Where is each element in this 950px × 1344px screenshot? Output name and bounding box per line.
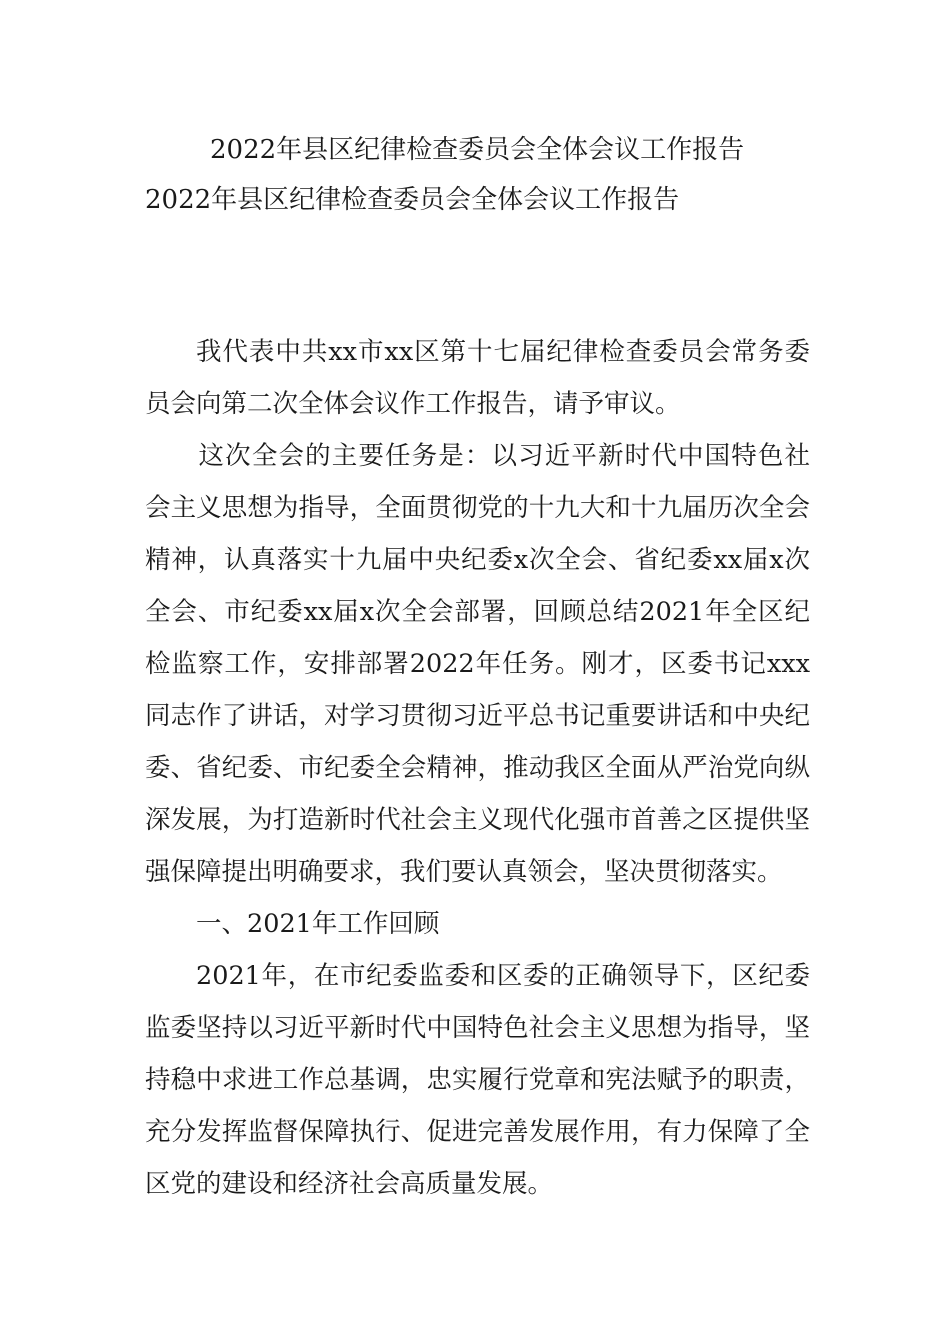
paragraph-review: 2021年，在市纪委监委和区委的正确领导下，区纪委监委坚持以习近平新时代中国特色社会主义思想为指导，坚持稳中求进工作总基调，忠实履行党章和宪法赋予的职责，充分发挥监督保障执行、促进完善发展作用，有力保障了全区党的建设和经济社会高质量发展。 [145,961,810,1199]
document-title-repeat: 2022年县区纪律检查委员会全体会议工作报告 [145,185,680,215]
document-title: 2022年县区纪律检查委员会全体会议工作报告 [210,135,745,165]
paragraph-intro: 我代表中共xx市xx区第十七届纪律检查委员会常务委员会向第二次全体会议作工作报告，请予审议。 [145,337,810,419]
section-heading: 一、2021年工作回顾 [196,909,440,939]
paragraph-main-tasks: 这次全会的主要任务是：以习近平新时代中国特色社会主义思想为指导，全面贯彻党的十九大和十九届历次全会精神，认真落实十九届中央纪委x次全会、省纪委xx届x次全会、市纪委xx届x次全会部署，回顾总结2021年全区纪检监察工作，安排部署2022年任务。刚才，区委书记xxx同志作了讲话，对学习贯彻习近平总书记重要讲话和中央纪委、省纪委、市纪委全会精神，推动我区全面从严治党向纵深发展，为打造新时代社会主义现代化强市首善之区提供坚强保障提出明确要求，我们要认真领会，坚决贯彻落实。 [145,441,810,887]
